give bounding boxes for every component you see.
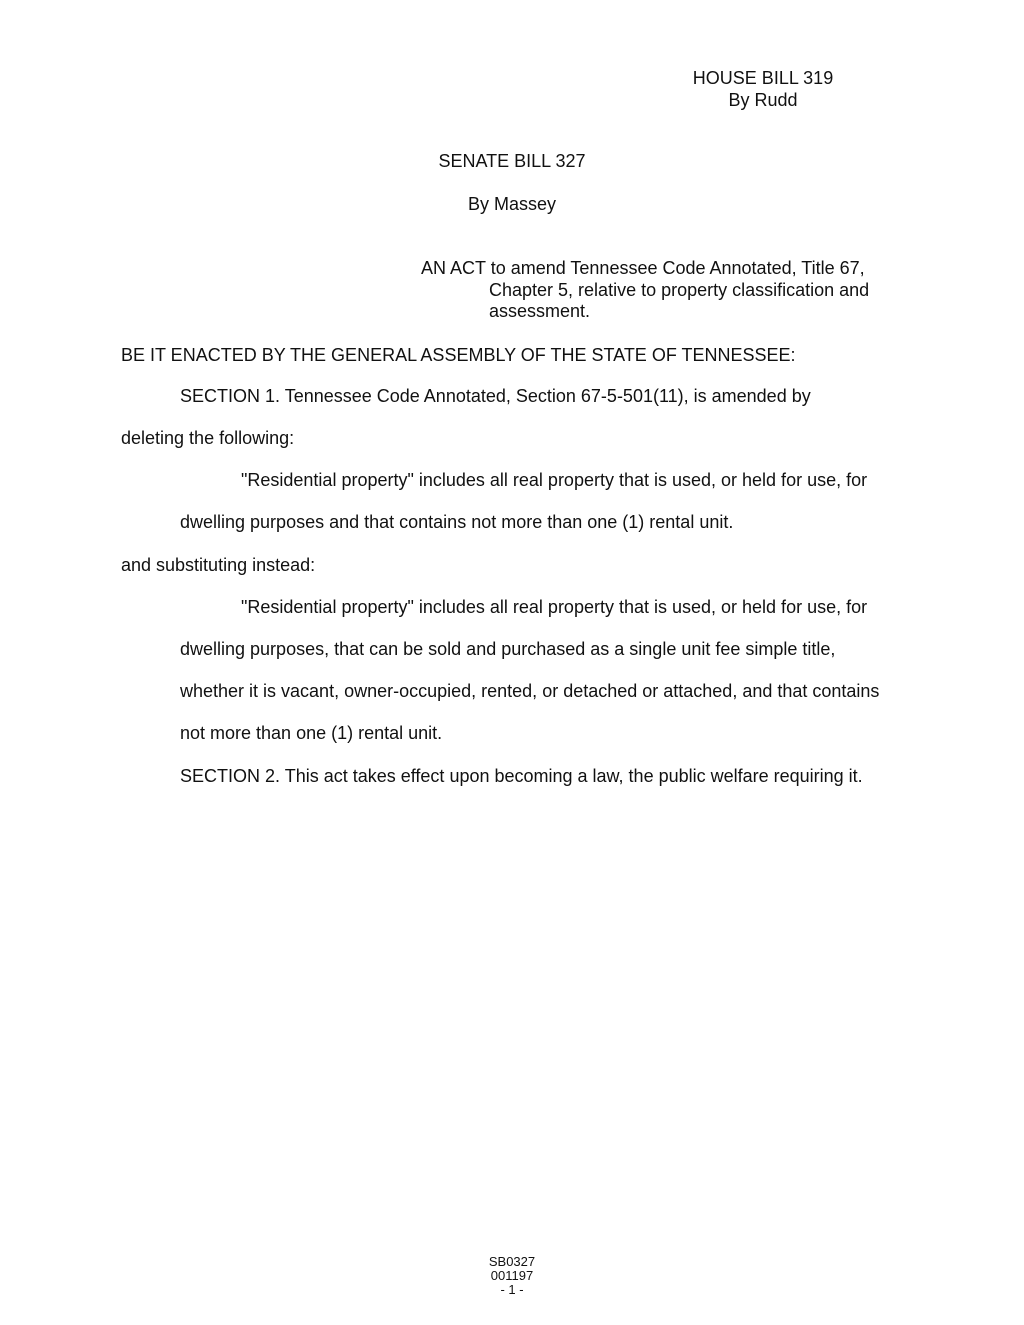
section-1-line-1: SECTION 1. Tennessee Code Annotated, Section 67-5-501(11), is amended by <box>180 386 811 406</box>
caption-line: AN ACT to amend Tennessee Code Annotated, Title 67, <box>421 258 865 278</box>
house-bill-header <box>663 67 863 111</box>
house-bill-number: HOUSE BILL 319 <box>692 68 834 88</box>
senate-bill-sponsor: By Massey <box>467 194 557 214</box>
enacting-clause: BE IT ENACTED BY THE GENERAL ASSEMBLY OF THE STATE OF TENNESSEE: <box>121 345 796 365</box>
house-bill-sponsor: By Rudd <box>728 90 798 110</box>
page-footer <box>462 1255 562 1297</box>
substituted-text-line: "Residential property" includes all real property that is used, or held for use, for <box>241 597 868 617</box>
substituted-text-line: whether it is vacant, owner-occupied, rented, or detached or attached, and that contains <box>180 681 880 701</box>
substituted-text-line: not more than one (1) rental unit. <box>180 723 443 743</box>
caption-line: Chapter 5, relative to property classification and <box>489 279 870 300</box>
footer-doc-number: 001197 <box>490 1268 534 1283</box>
caption-line: assessment. <box>489 301 591 321</box>
substituted-text-line: dwelling purposes, that can be sold and purchased as a single unit fee simple title, <box>180 639 836 659</box>
substitution-transition: and substituting instead: <box>121 555 316 575</box>
section-1-line-2: deleting the following: <box>121 428 295 448</box>
deleted-text-line: dwelling purposes and that contains not more than one (1) rental unit. <box>180 512 734 532</box>
deleted-text-line: "Residential property" includes all real property that is used, or held for use, for <box>241 470 868 490</box>
footer-bill-code: SB0327 <box>488 1254 536 1269</box>
footer-page-number: - 1 - <box>500 1282 524 1297</box>
bill-caption <box>421 258 901 323</box>
section-2: SECTION 2. This act takes effect upon becoming a law, the public welfare requiring it. <box>180 766 863 786</box>
senate-bill-number: SENATE BILL 327 <box>438 151 586 171</box>
